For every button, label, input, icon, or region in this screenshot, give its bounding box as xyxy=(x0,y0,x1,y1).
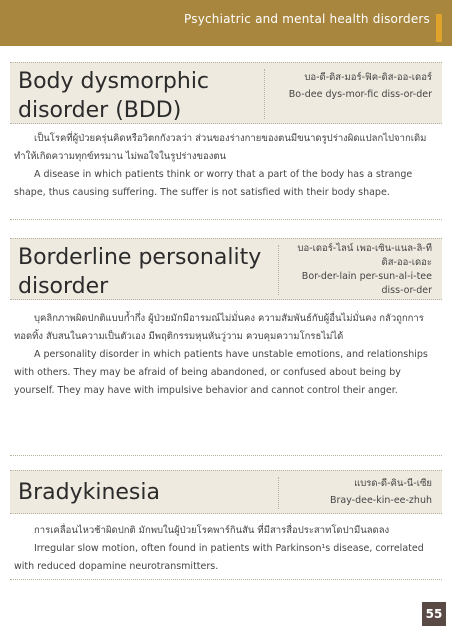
english-pronunciation: Bor-der-lain per-sun-al-i-tee xyxy=(301,271,432,282)
term-line-2: disorder xyxy=(18,274,109,299)
pronunciation xyxy=(297,242,432,298)
english-pronunciation: Bray-dee-kin-ee-zhuh xyxy=(329,495,432,506)
english-definition: Irregular slow motion, often found in patients with Parkinson¹s disease, correlated with reduced dopamine neurotransmitters. xyxy=(14,543,424,572)
entry-box-bpd xyxy=(10,238,442,300)
english-pronunciation: Bo-dee dys-mor-fic diss-or-der xyxy=(288,89,432,100)
definition-bpd xyxy=(10,310,442,456)
term-title xyxy=(18,67,209,125)
thai-pronunciation-cont: ดิส-ออ-เดอะ xyxy=(381,257,432,268)
divider xyxy=(278,477,280,509)
term-line-1: Bradykinesia xyxy=(18,480,160,505)
english-pronunciation-cont: diss-or-der xyxy=(381,285,432,296)
header-accent-tab xyxy=(436,14,442,42)
thai-pronunciation: บอ-เดอร์-ไลน์ เพอ-เซิน-แนล-ลิ-ที xyxy=(297,243,432,254)
pronunciation xyxy=(289,69,432,103)
page-number: 55 xyxy=(422,602,446,626)
english-definition: A disease in which patients think or worry that a part of the body has a strange shape, thus causing suffering. The suffer is not satisfied with their body shape. xyxy=(14,169,413,198)
term-line-1: Borderline personality xyxy=(18,245,262,270)
term-line-1: Body dysmorphic xyxy=(18,69,210,94)
pronunciation xyxy=(330,475,432,509)
term-line-2: disorder (BDD) xyxy=(18,98,182,123)
term-title xyxy=(18,243,261,301)
entry-box-bradykinesia xyxy=(10,470,442,514)
divider xyxy=(264,69,266,119)
english-definition: A personality disorder in which patients have unstable emotions, and relationships with others. They may be afraid of being abandoned, or confused about being by yourself. They may have with impulsive behavior and cannot control their anger. xyxy=(14,349,428,396)
thai-definition: บุคลิกภาพผิดปกติแบบก้ำกึ่ง ผู้ป่วยมักมีอารมณ์ไม่มั่นคง ความสัมพันธ์กับผู้อื่นไม่มั่นคง กลัวถูกการทอดทิ้ง สับสนในความเป็นตัวเอง มีพฤติกรรมหุนหันวู่วาม ควบคุมความโกรธไม่ได้ xyxy=(14,313,424,342)
thai-definition: เป็นโรคที่ผู้ป่วยครุ่นคิดหรือวิตกกังวลว่า ส่วนของร่างกายของตนมีขนาดรูปร่างผิดแปลกไปจากเดิม ทำให้เกิดความทุกข์ทรมาน ไม่พอใจในรูปร่างของตน xyxy=(14,133,427,162)
divider xyxy=(278,245,280,295)
thai-pronunciation: แบรด-ดี-คิน-นี-เซีย xyxy=(354,478,432,489)
definition-bradykinesia xyxy=(10,522,442,580)
thai-definition: การเคลื่อนไหวช้าผิดปกติ มักพบในผู้ป่วยโรคพาร์กินสัน ที่มีสารสื่อประสาทโดปามีนลดลง xyxy=(34,525,390,536)
entry-box-bdd xyxy=(10,62,442,124)
thai-pronunciation: บอ-ดี-ดิส-มอร์-ฟิค-ดิส-ออ-เดอร์ xyxy=(304,72,432,83)
term-title xyxy=(18,478,160,507)
definition-bdd xyxy=(10,130,442,220)
chapter-title: Psychiatric and mental health disorders xyxy=(184,12,430,26)
